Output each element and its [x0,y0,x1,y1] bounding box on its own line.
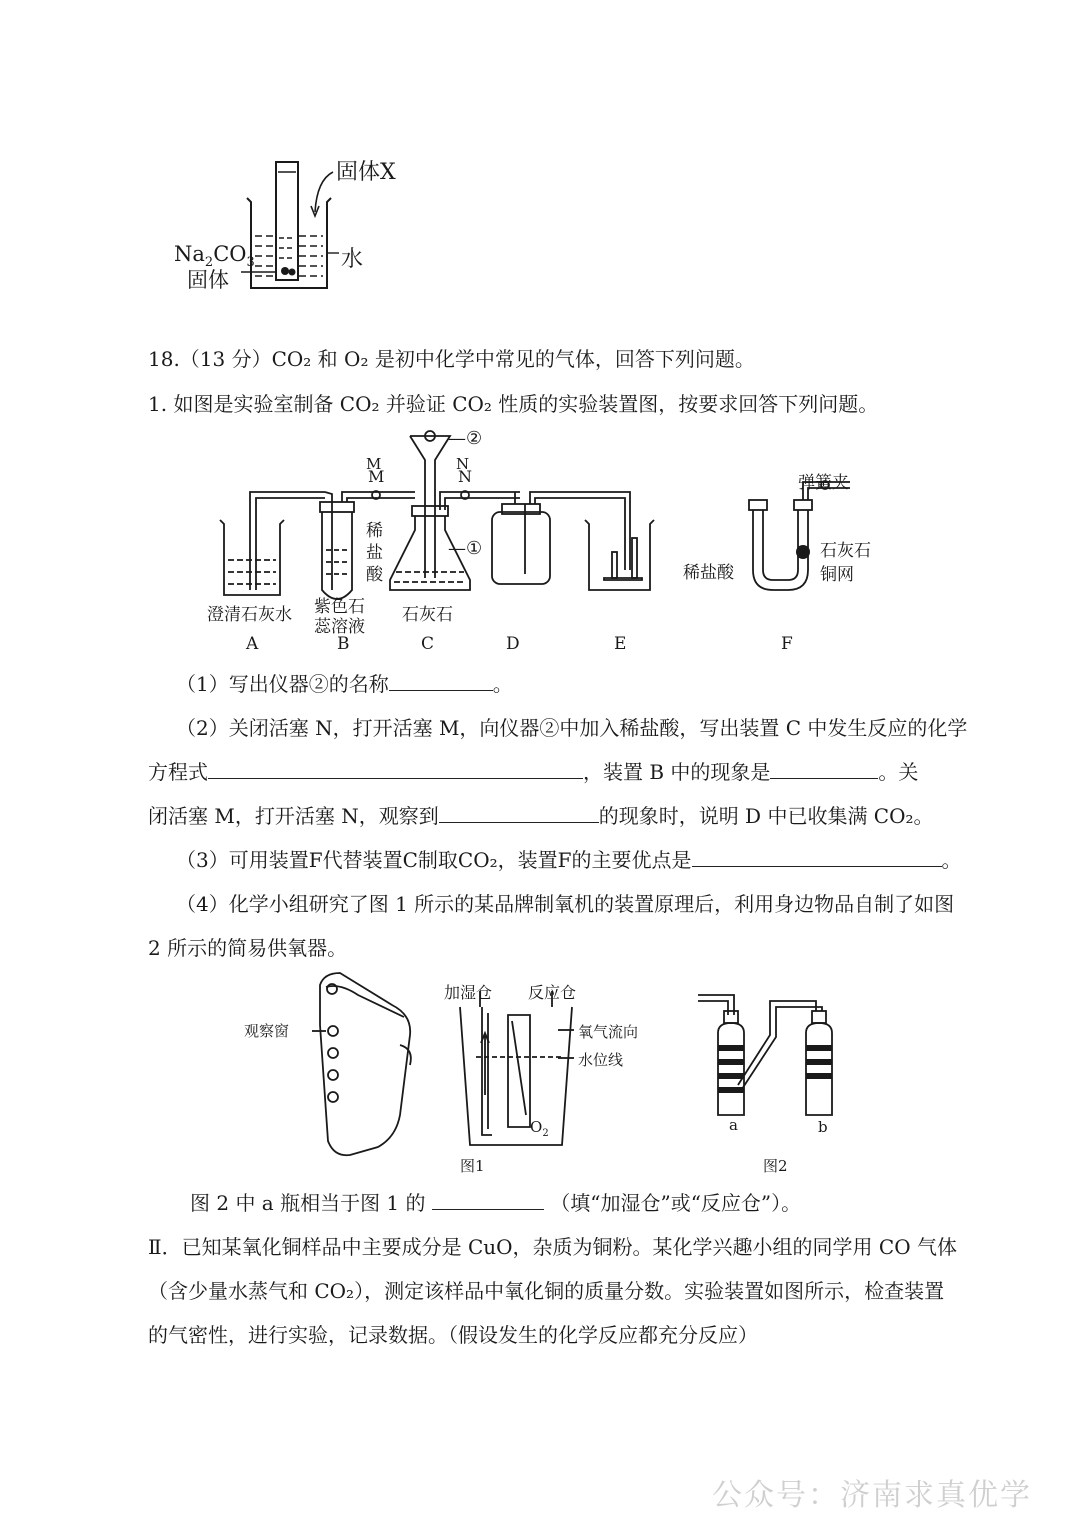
sub4-line-1: （4）化学小组研究了图 1 所示的某品牌制氧机的装置原理后，利用身边物品自制了如图 [176,892,955,916]
litmus-label-2: 蕊溶液 [314,617,365,637]
bottle-a-label: a [729,1116,738,1134]
svg-text:M: M [368,467,385,486]
o2-label: $O_2$ [530,1118,549,1139]
valve-m-label: M [366,455,382,473]
part2-line-1: Ⅱ．已知某氧化铜样品中主要成分是 CuO，杂质为铜粉。某化学兴趣小组的同学用 CO 气体 [148,1235,957,1259]
part2-line-3: 的气密性，进行实验，记录数据。（假设发生的化学反应都充分反应） [148,1323,758,1347]
hcl-f-label: 稀盐酸 [683,563,734,583]
apparatus-label-e: E [614,634,627,654]
sub2-line-3: 闭活塞 M，打开活塞 N，观察到 的现象时，说明 D 中已收集满 CO₂。 [148,804,934,828]
svg-text:—①: —① [448,538,483,559]
sub3-line: （3）可用装置F代替装置C制取CO₂，装置F的主要优点是 。 [176,848,962,872]
apparatus-label-c: C [421,634,435,654]
sub1-line: （1）写出仪器②的名称 。 [176,672,513,696]
fig1-caption: 图1 [460,1157,485,1175]
copper-mesh-label: 铜网 [820,565,854,585]
answer-blank-b-phenomenon[interactable] [770,758,878,779]
dilute-label-2: 盐 [366,543,383,563]
water-line-label: 水位线 [578,1051,624,1069]
dilute-label-3: 酸 [366,565,383,585]
na2co3-label: $Na_2CO_3$ [174,242,255,271]
co2-apparatus-figure [210,430,890,660]
solid-x-label: 固体X [336,160,396,185]
sub4-line-2: 2 所示的简易供氧器。 [148,936,348,960]
apparatus-label-b: B [337,634,350,654]
dilute-label-1: 稀 [366,521,383,541]
sub2-line-2: 方程式 ，装置 B 中的现象是 。关 [148,760,919,784]
answer-blank-full-phenomenon[interactable] [439,802,599,823]
apparatus-label-d: D [506,634,520,654]
litmus-label-1: 紫色石 [314,597,365,617]
svg-text:—②: —② [448,430,483,449]
fig2-caption: 图2 [763,1157,788,1175]
answer-blank-chamber[interactable] [432,1189,544,1210]
apparatus-label-a: A [246,634,259,654]
q18-heading: 18.（13 分）CO₂ 和 O₂ 是初中化学中常见的气体，回答下列问题。 [148,347,755,371]
bottle-b-label: b [818,1118,828,1136]
answer-blank-1[interactable] [389,670,493,691]
valve-n-label: N [456,455,470,473]
part2-line-2: （含少量水蒸气和 CO₂），测定该样品中氧化铜的质量分数。实验装置如图所示，检查装置 [148,1279,945,1303]
window-label: 观察窗 [244,1022,290,1040]
answer-blank-advantage[interactable] [692,846,942,867]
svg-text:N: N [458,467,472,486]
water-label: 水 [341,247,364,272]
limestone-f-label: 石灰石 [820,541,871,561]
sub4-question: 图 2 中 a 瓶相当于图 1 的 （填“加湿仓”或“反应仓”）。 [190,1191,802,1215]
reaction-chamber-label: 反应仓 [528,983,577,1002]
sub2-line-1: （2）关闭活塞 N，打开活塞 M，向仪器②中加入稀盐酸，写出装置 C 中发生反应的化学 [176,716,968,740]
limestone-label: 石灰石 [402,605,453,625]
spring-clip-label: 弹簧夹 [798,473,849,493]
apparatus-label-f: F [781,634,793,654]
limewater-label: 澄清石灰水 [207,605,292,625]
answer-blank-equation[interactable] [208,758,583,779]
part1-intro: 1. 如图是实验室制备 CO₂ 并验证 CO₂ 性质的实验装置图，按要求回答下列问题。 [148,392,879,416]
solid-label: 固体 [187,268,229,292]
watermark: 公众号：济南求真优学 [712,1478,1032,1513]
humid-chamber-label: 加湿仓 [444,983,493,1002]
o2-flow-label: 氧气流向 [578,1023,639,1041]
